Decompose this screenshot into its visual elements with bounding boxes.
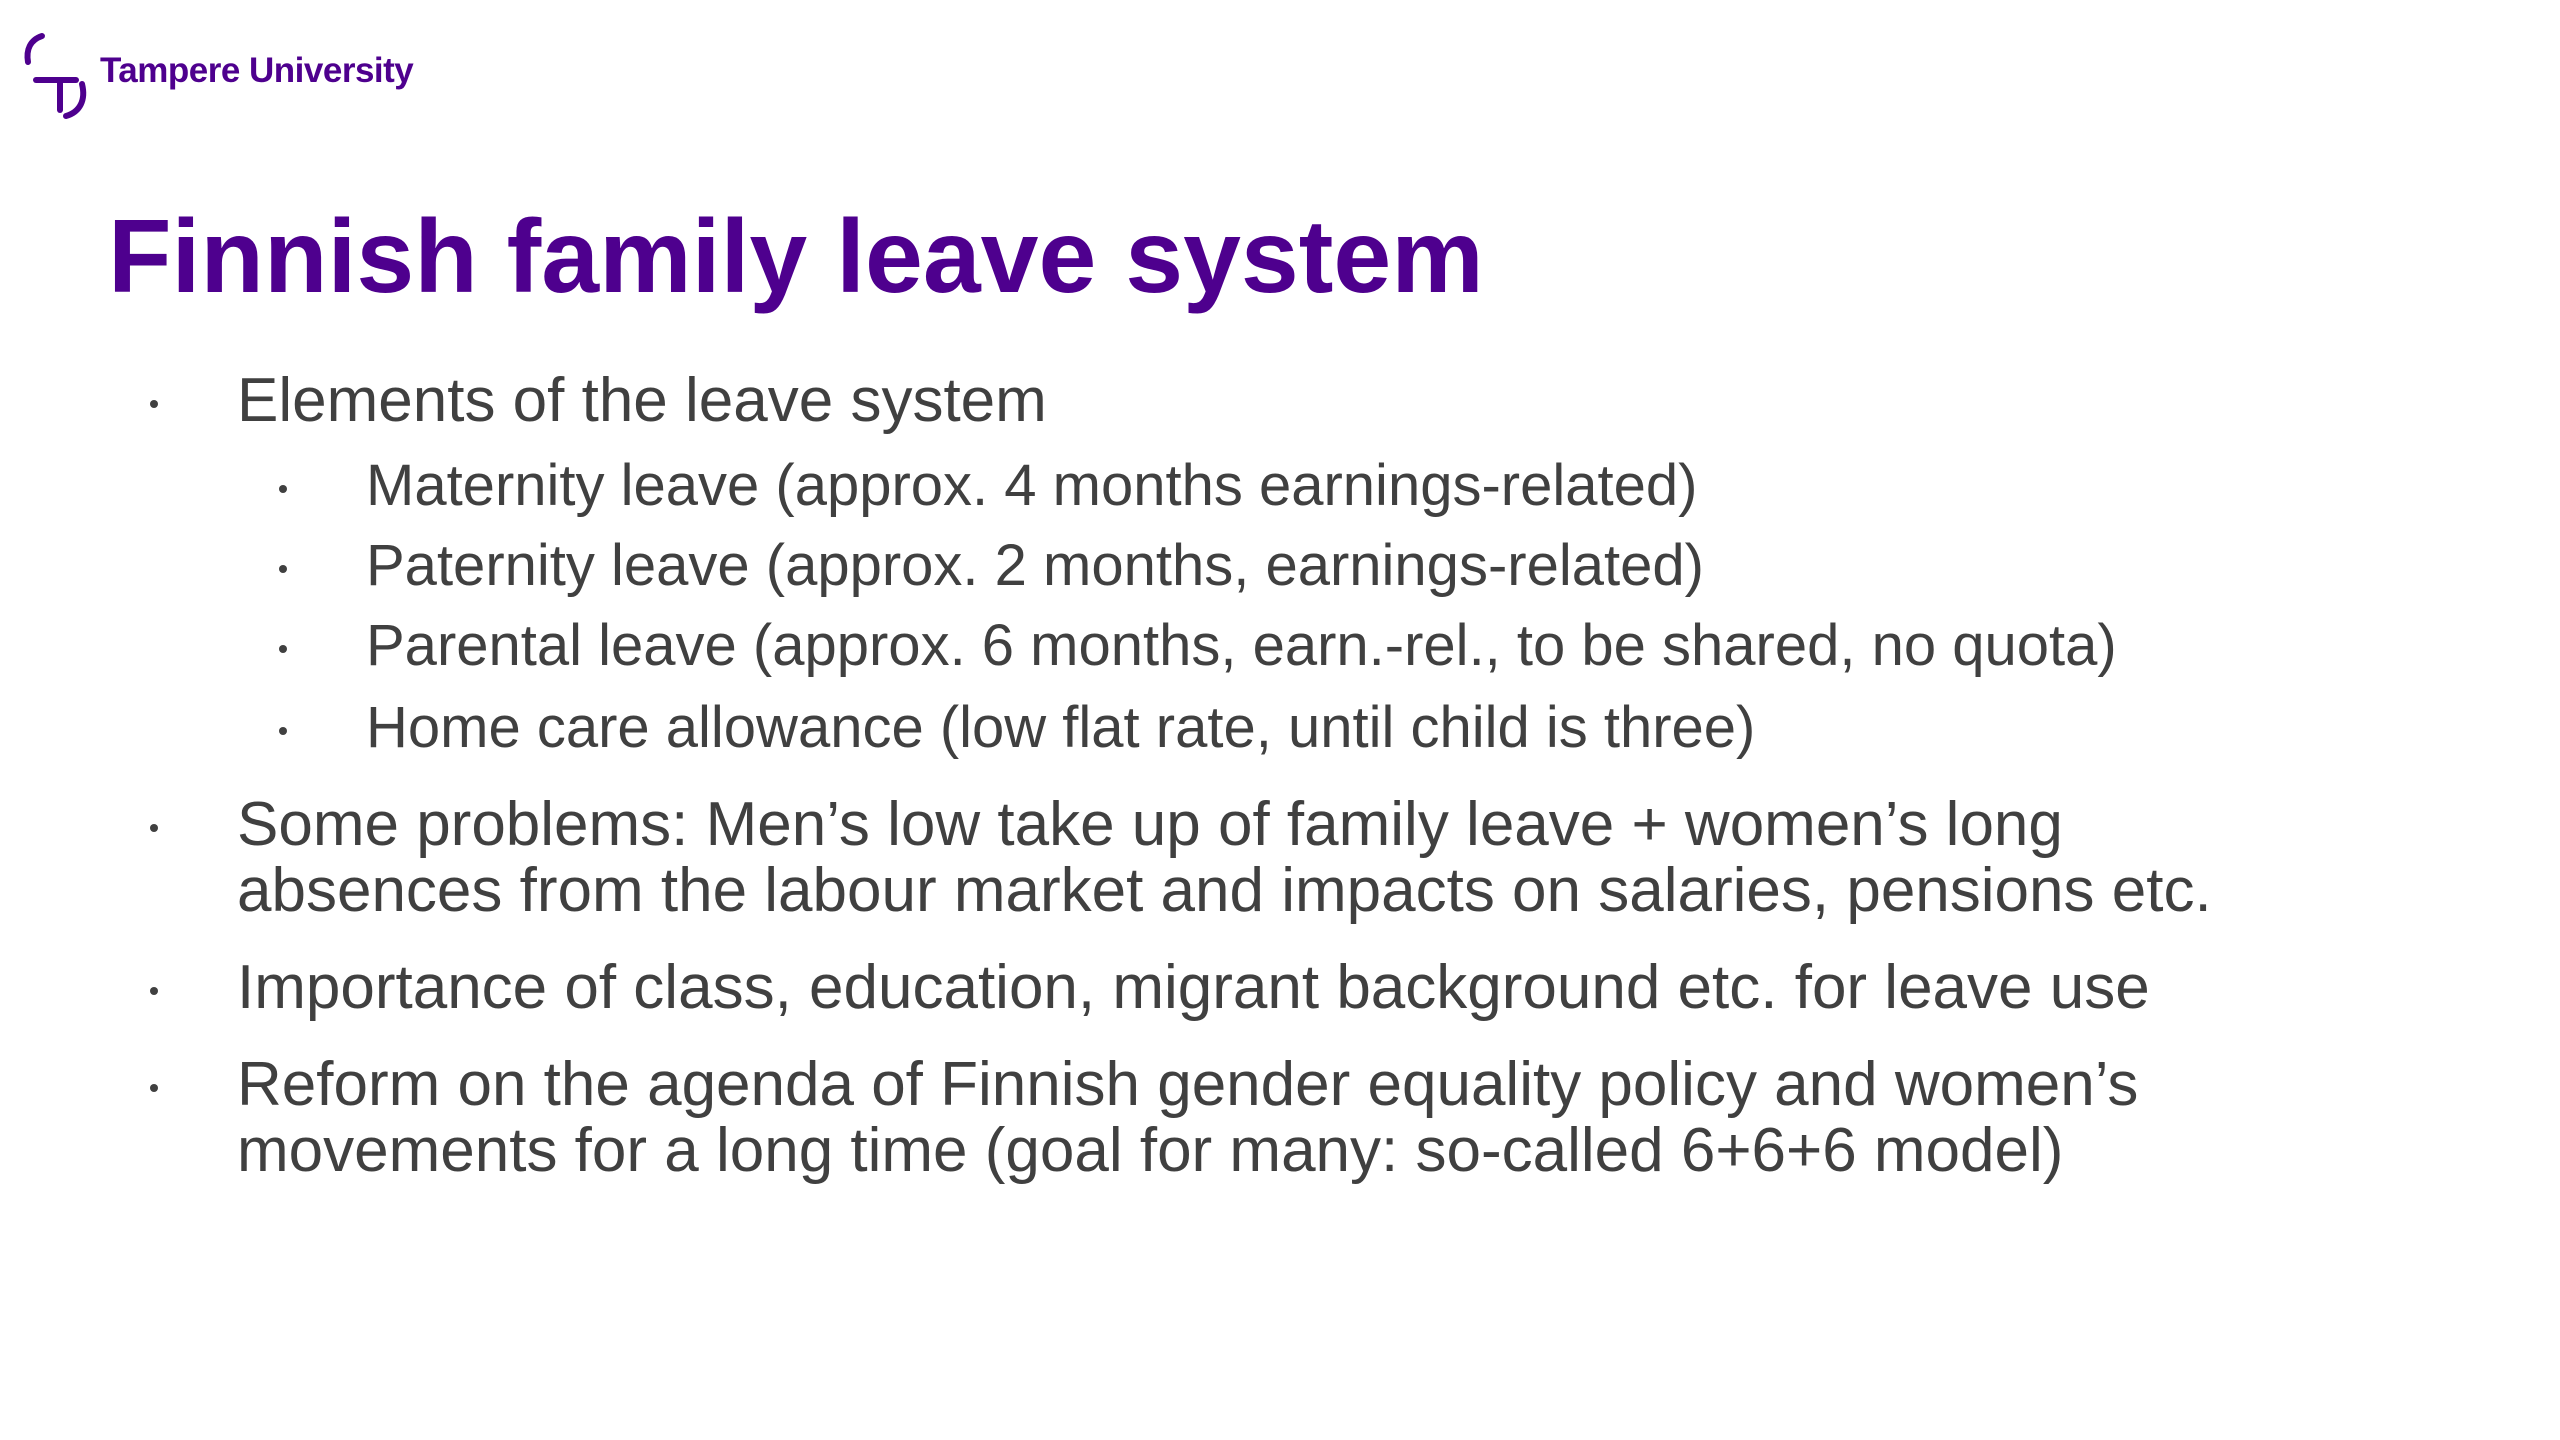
bullet-text: Paternity leave (approx. 2 months, earnings-related): [366, 533, 1704, 598]
bullet-text: Elements of the leave system: [237, 366, 1047, 435]
bullet-dot: [279, 485, 287, 493]
sub-bullet-home-care: [366, 695, 1755, 761]
bullet-importance: [237, 955, 2150, 1021]
slide-title: Finnish family leave system: [108, 199, 1484, 315]
bullet-problems: [237, 792, 2212, 924]
logo-wordmark: Tampere University: [100, 50, 414, 90]
bullet-dot: [279, 645, 287, 653]
bullet-reform: [237, 1052, 2138, 1184]
sub-bullet-maternity: [366, 453, 1697, 519]
tampere-university-logo-icon: [22, 28, 92, 120]
sub-bullet-paternity: [366, 533, 1704, 599]
bullet-dot: [279, 565, 287, 573]
bullet-dot: [150, 400, 158, 408]
bullet-line: Reform on the agenda of Finnish gender equality policy and women’s: [237, 1050, 2139, 1119]
tampere-university-logo: [22, 28, 413, 120]
bullet-text: Importance of class, education, migrant background etc. for leave use: [237, 953, 2150, 1022]
bullet-elements: [237, 368, 1047, 434]
bullet-dot: [150, 824, 158, 832]
bullet-line: Some problems: Men’s low take up of family leave + women’s long: [237, 790, 2063, 859]
bullet-dot: [150, 987, 158, 995]
bullet-text: Maternity leave (approx. 4 months earnings-related): [366, 453, 1698, 518]
bullet-text: Parental leave (approx. 6 months, earn.-rel., to be shared, no quota): [366, 613, 2117, 678]
bullet-dot: [279, 727, 287, 735]
bullet-line: movements for a long time (goal for many: so-called 6+6+6 model): [237, 1116, 2064, 1185]
sub-bullet-parental: [366, 613, 2117, 679]
bullet-text: Home care allowance (low flat rate, until child is three): [366, 695, 1756, 760]
bullet-dot: [150, 1084, 158, 1092]
bullet-line: absences from the labour market and impacts on salaries, pensions etc.: [237, 856, 2212, 925]
